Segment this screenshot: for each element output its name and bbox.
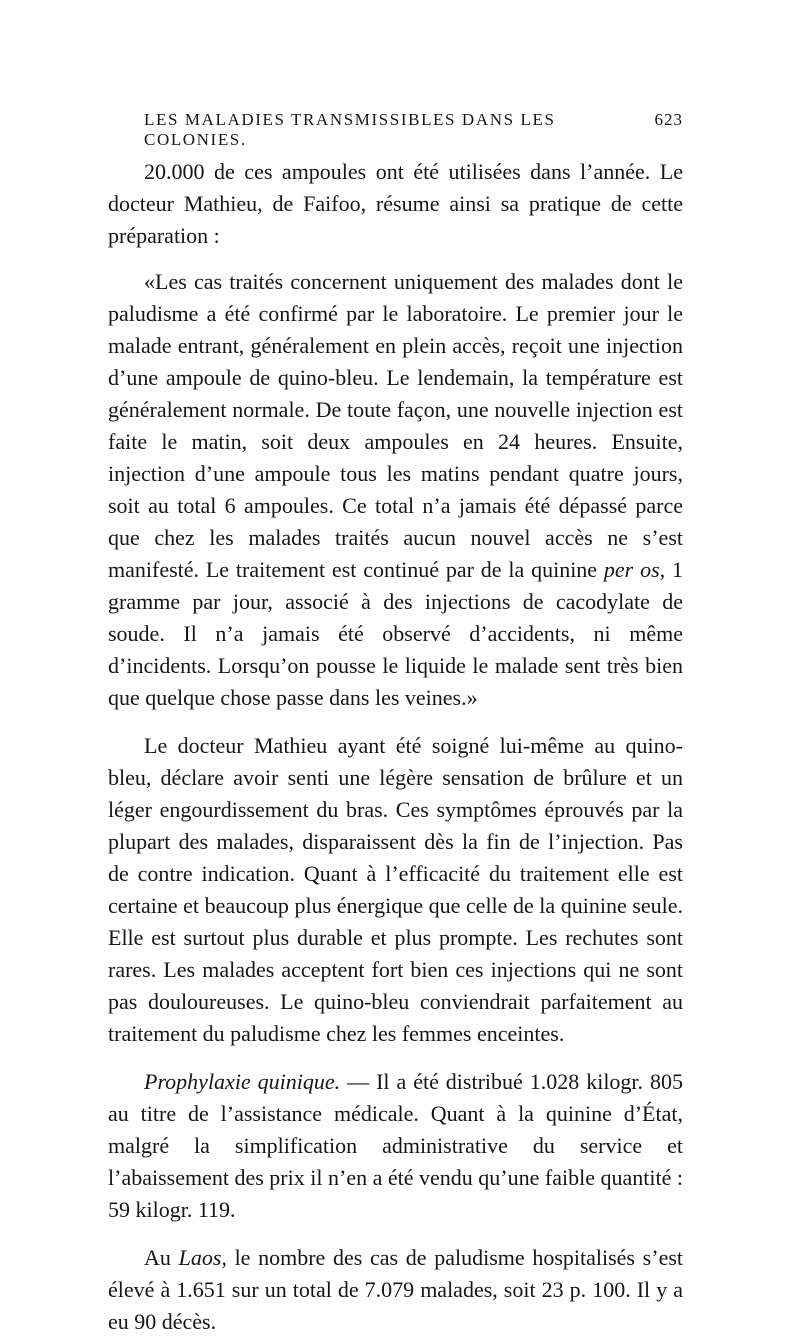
paragraph-laos	[108, 1242, 683, 1338]
paragraph-quino-bleu-effects: Le docteur Mathieu ayant été soigné lui-même au quino-bleu, déclare avoir senti une légère sensation de brûlure et un léger engourdissement du bras. Ces symptômes éprouvés par la plupart des malades, disparaissent dès la fin de l’injection. Pas de contre indication. Quant à l’efficacité du traitement elle est certaine et beaucoup plus énergique que celle de la quinine seule. Elle est surtout plus durable et plus prompte. Les rechutes sont rares. Les malades acceptent fort bien ces injections qui ne sont pas douloureuses. Le quino-bleu conviendrait parfaitement au traitement du paludisme chez les femmes enceintes.	[108, 733, 683, 1046]
laos-text-part-1: Au	[144, 1245, 171, 1270]
page-number: 623	[654, 110, 683, 129]
laos-italic: Laos,	[178, 1245, 227, 1270]
paragraph-mathieu-quote	[108, 266, 683, 714]
prophylaxie-heading: Prophylaxie quinique.	[144, 1069, 341, 1094]
quote-text-part-1: «Les cas traités concernent uniquement des malades dont le paludisme a été confirmé par le laboratoire. Le premier jour le malade entrant, généralement en plein accès, reçoit une injection d’une ampoule de quino-bleu. Le lendemain, la température est généralement normale. De toute façon, une nouvelle injection est faite le matin, soit deux ampoules en 24 heures. Ensuite, injection d’une ampoule tous les matins pendant quatre jours, soit au total 6 ampoules. Ce total n’a jamais été dépassé parce que chez les malades traités aucun nouvel accès ne s’est manifesté. Le traitement est continué par de la quinine	[108, 269, 683, 582]
document-page	[108, 110, 683, 1338]
quote-italic-per-os: per os,	[603, 557, 666, 582]
running-head	[108, 110, 683, 150]
paragraph-prophylaxie	[108, 1066, 683, 1226]
prophylaxie-text: — Il a été distribué 1.028 kilogr. 805 au titre de l’assistance médicale. Quant à la quinine d’État, malgré la simplification administrative du service et l’abaissement des prix il n’en a été vendu qu’une faible quantité : 59 kilogr. 119.	[108, 1069, 684, 1222]
laos-text-part-2: le nombre des cas de paludisme hospitalisés s’est élevé à 1.651 sur un total de 7.079 malades, soit 23 p. 100. Il y a eu 90 décès.	[108, 1245, 684, 1334]
paragraph-ampoules-usage: 20.000 de ces ampoules ont été utilisées dans l’année. Le docteur Mathieu, de Faifoo, résume ainsi sa pratique de cette préparation :	[108, 159, 683, 248]
quote-text-part-2: 1 gramme par jour, associé à des injections de cacodylate de soude. Il n’a jamais été observé d’accidents, ni même d’incidents. Lorsqu’on pousse le liquide le malade sent très bien que quelque chose passe dans les veines.»	[108, 557, 683, 710]
running-head-title: LES MALADIES TRANSMISSIBLES DANS LES COLONIES.	[144, 110, 556, 149]
